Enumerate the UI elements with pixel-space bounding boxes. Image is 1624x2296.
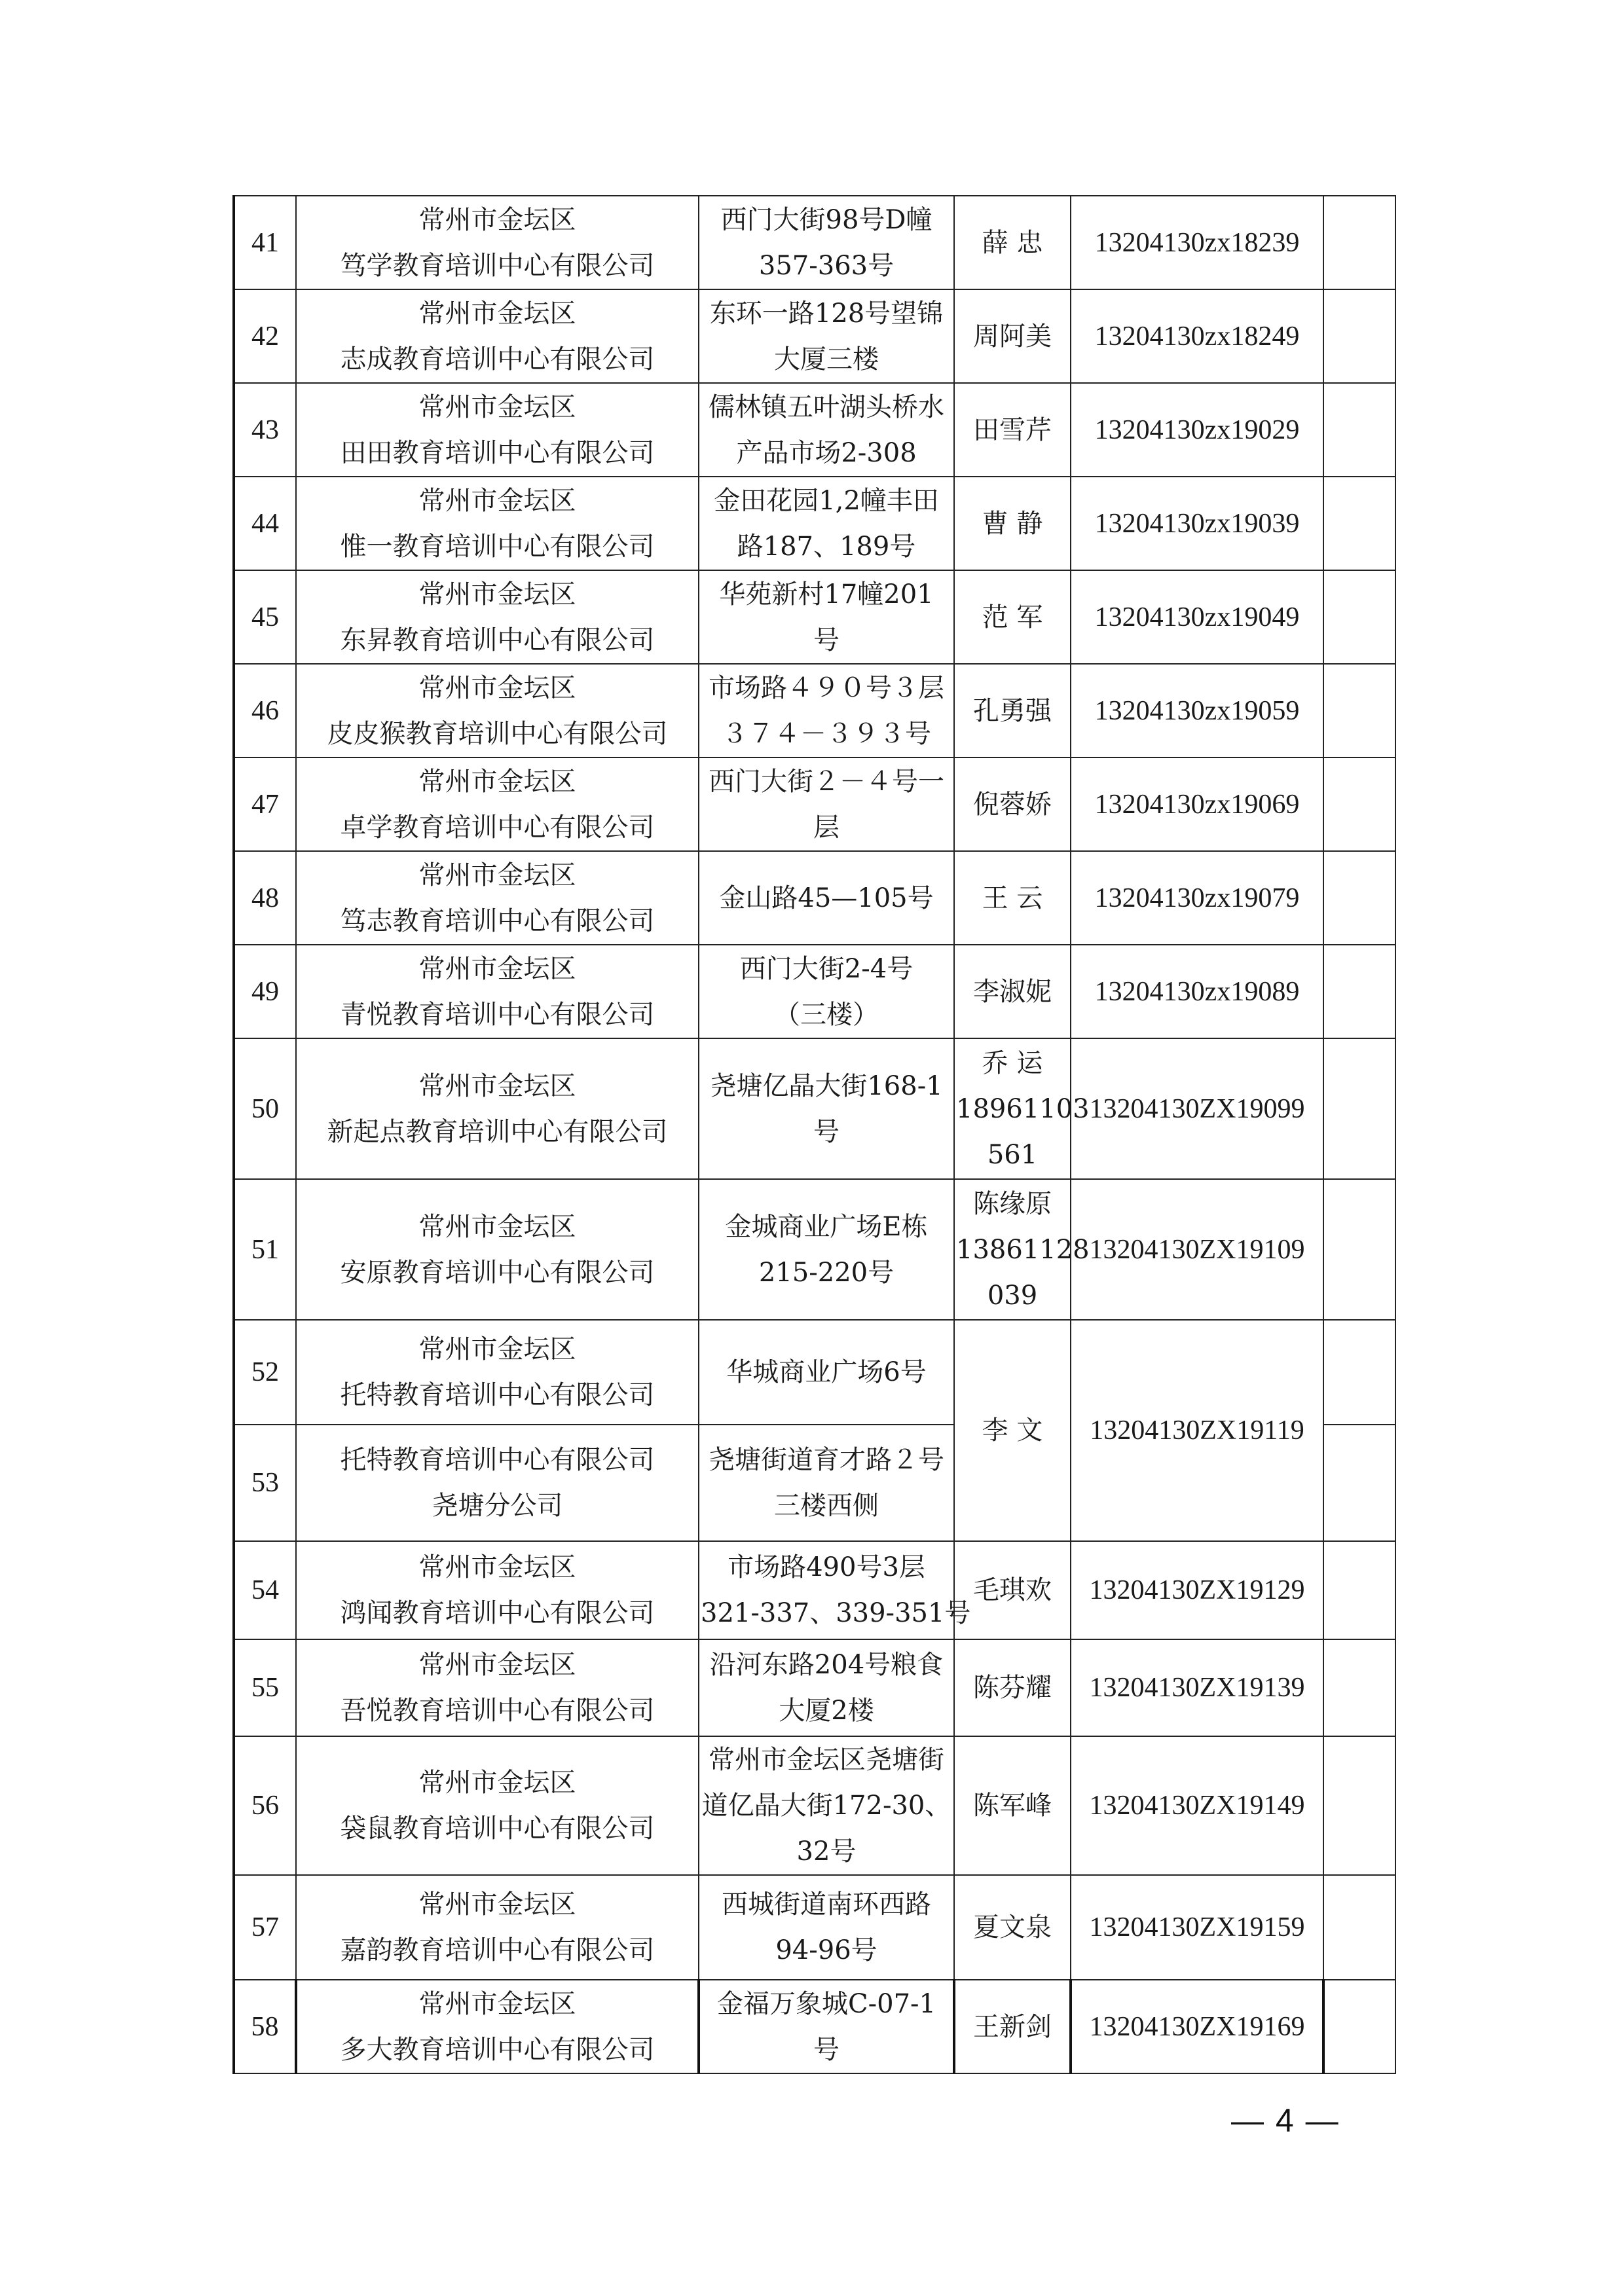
row-number: 58 (234, 1980, 296, 2073)
address (699, 1179, 954, 1320)
row-number: 56 (234, 1736, 296, 1875)
organization-name (296, 1980, 699, 2073)
cell-line: 层 (813, 812, 840, 843)
note-cell (1323, 289, 1395, 383)
cell-line: 号 (813, 1116, 840, 1147)
cell-line: 大厦三楼 (774, 344, 879, 374)
organization-name (296, 1736, 699, 1875)
address (699, 1320, 954, 1425)
note-cell (1323, 945, 1395, 1038)
cell-line: 市场路４９０号３层 (709, 672, 944, 703)
table-row (234, 1179, 1395, 1320)
row-number: 51 (234, 1179, 296, 1320)
row-number: 47 (234, 757, 296, 851)
cell-line: 新起点教育培训中心有限公司 (327, 1116, 668, 1147)
contact-person (954, 851, 1071, 945)
address (699, 757, 954, 851)
organization-name (296, 1038, 699, 1179)
cell-line: 94-96号 (775, 1935, 877, 1965)
organization-name (296, 1179, 699, 1320)
note-cell (1323, 196, 1395, 289)
cell-line: 青悦教育培训中心有限公司 (340, 999, 655, 1030)
cell-line: 常州市金坛区 (418, 1070, 576, 1101)
cell-line: 金城商业广场E栋 (725, 1211, 928, 1242)
cell-line: 夏文泉 (973, 1912, 1052, 1942)
license-code: 13204130ZX19119 (1071, 1320, 1323, 1541)
cell-line: 常州市金坛区 (418, 298, 576, 329)
address (699, 664, 954, 757)
row-number: 55 (234, 1639, 296, 1736)
table-row (234, 757, 1395, 851)
cell-line: 13861128 (956, 1234, 1090, 1265)
cell-line: 常州市金坛区 (418, 392, 576, 422)
address (699, 570, 954, 664)
cell-line: 笃学教育培训中心有限公司 (340, 250, 655, 281)
cell-line: 陈军峰 (973, 1791, 1052, 1821)
row-number: 53 (234, 1425, 296, 1541)
cell-line: 安原教育培训中心有限公司 (340, 1257, 655, 1288)
cell-line: 常州市金坛区 (418, 672, 576, 703)
note-cell (1323, 757, 1395, 851)
cell-line: 西门大街２－４号一 (709, 766, 944, 797)
contact-person (954, 383, 1071, 477)
contact-person (954, 1980, 1071, 2073)
cell-line: 金田花园1,2幢丰田 (714, 485, 939, 516)
cell-line: 常州市金坛区 (418, 1552, 576, 1582)
address (699, 1541, 971, 1639)
table-body (234, 196, 1395, 2073)
cell-line: 常州市金坛区 (418, 485, 576, 516)
organization-name (296, 664, 699, 757)
address (699, 1875, 954, 1980)
cell-line: 沿河东路204号粮食 (709, 1650, 944, 1680)
license-code: 13204130zx19069 (1071, 757, 1323, 851)
table-row (234, 289, 1395, 383)
cell-line: 18961103 (956, 1093, 1090, 1124)
organization-name (296, 477, 699, 570)
cell-line: 215-220号 (758, 1257, 895, 1288)
address (699, 1736, 954, 1875)
cell-line: 儒林镇五叶湖头桥水 (709, 392, 944, 422)
license-code: 13204130zx19059 (1071, 664, 1323, 757)
contact-person (954, 570, 1071, 664)
cell-line: 常州市金坛区 (418, 1768, 576, 1798)
cell-line: 嘉韵教育培训中心有限公司 (340, 1935, 655, 1965)
contact-person (954, 664, 1071, 757)
row-number: 50 (234, 1038, 296, 1179)
address (699, 477, 954, 570)
license-code: 13204130zx19089 (1071, 945, 1323, 1038)
table-row (234, 664, 1395, 757)
license-code: 13204130ZX19159 (1071, 1875, 1323, 1980)
contact-person (954, 1541, 1071, 1639)
address (699, 851, 954, 945)
license-code: 13204130ZX19139 (1071, 1639, 1323, 1736)
cell-line: 尧塘亿晶大街168-1 (710, 1070, 943, 1101)
cell-line: 皮皮猴教育培训中心有限公司 (327, 718, 668, 749)
license-code: 13204130ZX19149 (1071, 1736, 1323, 1875)
cell-line: 周阿美 (973, 321, 1052, 352)
cell-line: 陈芬耀 (973, 1673, 1052, 1703)
cell-line: 孔勇强 (973, 695, 1052, 726)
contact-person (954, 1320, 1071, 1541)
cell-line: 托特教育培训中心有限公司 (340, 1445, 655, 1475)
organization-name (296, 383, 699, 477)
cell-line: 常州市金坛区 (418, 766, 576, 797)
table-row (234, 851, 1395, 945)
table-row (234, 1980, 1395, 2073)
organization-name (296, 851, 699, 945)
license-code: 13204130zx19039 (1071, 477, 1323, 570)
cell-line: 大厦2楼 (779, 1696, 874, 1726)
license-code: 13204130zx19079 (1071, 851, 1323, 945)
table-row (234, 1541, 1395, 1639)
cell-line: 袋鼠教育培训中心有限公司 (340, 1813, 655, 1844)
note-cell (1323, 1425, 1395, 1541)
organization-name (296, 1320, 699, 1425)
note-cell (1323, 1541, 1395, 1639)
organization-name (296, 1425, 699, 1541)
note-cell (1323, 851, 1395, 945)
row-number: 43 (234, 383, 296, 477)
cell-line: 范 军 (982, 602, 1043, 632)
cell-line: 托特教育培训中心有限公司 (340, 1380, 655, 1410)
cell-line: 陈缘原 (973, 1188, 1052, 1219)
cell-line: 039 (987, 1280, 1038, 1311)
cell-line: 薛 忠 (982, 227, 1043, 258)
table-row (234, 1875, 1395, 1980)
row-number: 48 (234, 851, 296, 945)
cell-line: 号 (813, 2034, 840, 2065)
cell-line: 华苑新村17幢201 (719, 579, 934, 610)
note-cell (1323, 1038, 1395, 1179)
cell-line: ３７４－３９３号 (722, 718, 931, 749)
cell-line: 金山路45—105号 (719, 883, 934, 913)
contact-person (954, 477, 1071, 570)
cell-line: 常州市金坛区 (418, 1889, 576, 1920)
cell-line: 561 (987, 1139, 1038, 1170)
cell-line: 路187、189号 (737, 531, 916, 562)
cell-line: 常州市金坛区 (418, 860, 576, 890)
table-row (234, 1320, 1395, 1425)
organization-name (296, 196, 699, 289)
row-number: 57 (234, 1875, 296, 1980)
note-cell (1323, 1639, 1395, 1736)
contact-person (954, 757, 1071, 851)
cell-line: 笃志教育培训中心有限公司 (340, 905, 655, 936)
cell-line: 华城商业广场6号 (726, 1357, 927, 1387)
cell-line: 倪蓉娇 (973, 789, 1052, 820)
address (699, 1425, 954, 1541)
cell-line: 常州市金坛区尧塘街 (709, 1745, 944, 1775)
note-cell (1323, 664, 1395, 757)
organization-name (296, 945, 699, 1038)
contact-person (954, 196, 1071, 289)
cell-line: 田雪芹 (973, 414, 1052, 445)
table-row (234, 1639, 1395, 1736)
address (699, 1639, 954, 1736)
contact-person (954, 1038, 1090, 1179)
cell-line: （三楼） (774, 999, 879, 1030)
cell-line: 常州市金坛区 (418, 1211, 576, 1242)
cell-line: 357-363号 (758, 250, 895, 281)
license-code: 13204130zx18249 (1071, 289, 1323, 383)
table-row (234, 196, 1395, 289)
contact-person (954, 1639, 1071, 1736)
cell-line: 志成教育培训中心有限公司 (340, 344, 655, 374)
cell-line: 金福万象城C-07-1 (717, 1988, 936, 2019)
contact-person (954, 1875, 1071, 1980)
table-row (234, 1038, 1395, 1179)
note-cell (1323, 570, 1395, 664)
contact-person (954, 289, 1071, 383)
organization-name (296, 289, 699, 383)
cell-line: 吾悦教育培训中心有限公司 (340, 1696, 655, 1726)
note-cell (1323, 1980, 1395, 2073)
row-number: 42 (234, 289, 296, 383)
cell-line: 321-337、339-351号 (701, 1598, 971, 1628)
license-code: 13204130ZX19099 (1071, 1038, 1323, 1179)
cell-line: 西门大街98号D幢 (720, 204, 932, 235)
license-code: 13204130ZX19129 (1071, 1541, 1323, 1639)
row-number: 45 (234, 570, 296, 664)
cell-line: 田田教育培训中心有限公司 (340, 437, 655, 468)
note-cell (1323, 1736, 1395, 1875)
cell-line: 尧塘街道育才路２号 (709, 1445, 944, 1475)
cell-line: 常州市金坛区 (418, 1334, 576, 1364)
address (699, 1038, 954, 1179)
license-code: 13204130zx19049 (1071, 570, 1323, 664)
organization-name (296, 757, 699, 851)
cell-line: 东环一路128号望锦 (709, 298, 944, 329)
cell-line: 常州市金坛区 (418, 204, 576, 235)
registry-table (232, 195, 1396, 2074)
row-number: 54 (234, 1541, 296, 1639)
note-cell (1323, 477, 1395, 570)
cell-line: 常州市金坛区 (418, 1988, 576, 2019)
organization-name (296, 1639, 699, 1736)
contact-person (954, 1736, 1071, 1875)
license-code: 13204130zx19029 (1071, 383, 1323, 477)
note-cell (1323, 1179, 1395, 1320)
cell-line: 曹 静 (982, 508, 1043, 539)
row-number: 46 (234, 664, 296, 757)
cell-line: 王新剑 (973, 2011, 1052, 2042)
cell-line: 常州市金坛区 (418, 953, 576, 984)
note-cell (1323, 1320, 1395, 1425)
cell-line: 西门大街2-4号 (739, 953, 913, 984)
cell-line: 常州市金坛区 (418, 1650, 576, 1680)
contact-person (954, 945, 1071, 1038)
cell-line: 惟一教育培训中心有限公司 (340, 531, 655, 562)
table-row (234, 383, 1395, 477)
cell-line: 毛琪欢 (973, 1575, 1052, 1605)
cell-line: 王 云 (982, 883, 1043, 913)
page-number: — 4 — (1231, 2102, 1340, 2139)
address (699, 289, 954, 383)
contact-person (954, 1179, 1090, 1320)
address (699, 196, 954, 289)
cell-line: 李淑妮 (973, 976, 1052, 1007)
row-number: 49 (234, 945, 296, 1038)
note-cell (1323, 383, 1395, 477)
cell-line: 道亿晶大街172-30、 (701, 1791, 951, 1821)
table-row (234, 945, 1395, 1038)
cell-line: 常州市金坛区 (418, 579, 576, 610)
address (699, 1980, 954, 2073)
license-code: 13204130ZX19109 (1071, 1179, 1323, 1320)
cell-line: 尧塘分公司 (432, 1491, 563, 1521)
row-number: 41 (234, 196, 296, 289)
address (699, 945, 954, 1038)
license-code: 13204130zx18239 (1071, 196, 1323, 289)
cell-line: 西城街道南环西路 (722, 1889, 931, 1920)
cell-line: 卓学教育培训中心有限公司 (340, 812, 655, 843)
table-row (234, 477, 1395, 570)
table-row (234, 570, 1395, 664)
cell-line: 乔 运 (982, 1048, 1043, 1078)
row-number: 52 (234, 1320, 296, 1425)
cell-line: 鸿闻教育培训中心有限公司 (340, 1598, 655, 1628)
table-row (234, 1736, 1395, 1875)
row-number: 44 (234, 477, 296, 570)
organization-name (296, 1875, 699, 1980)
organization-name (296, 570, 699, 664)
cell-line: 号 (813, 625, 840, 655)
note-cell (1323, 1875, 1395, 1980)
cell-line: 32号 (796, 1836, 857, 1867)
cell-line: 李 文 (982, 1415, 1043, 1446)
address (699, 383, 954, 477)
organization-name (296, 1541, 699, 1639)
license-code: 13204130ZX19169 (1071, 1980, 1323, 2073)
cell-line: 东昇教育培训中心有限公司 (340, 625, 655, 655)
cell-line: 产品市场2-308 (736, 437, 917, 468)
cell-line: 多大教育培训中心有限公司 (340, 2034, 655, 2065)
cell-line: 三楼西侧 (774, 1491, 879, 1521)
cell-line: 市场路490号3层 (728, 1552, 925, 1582)
